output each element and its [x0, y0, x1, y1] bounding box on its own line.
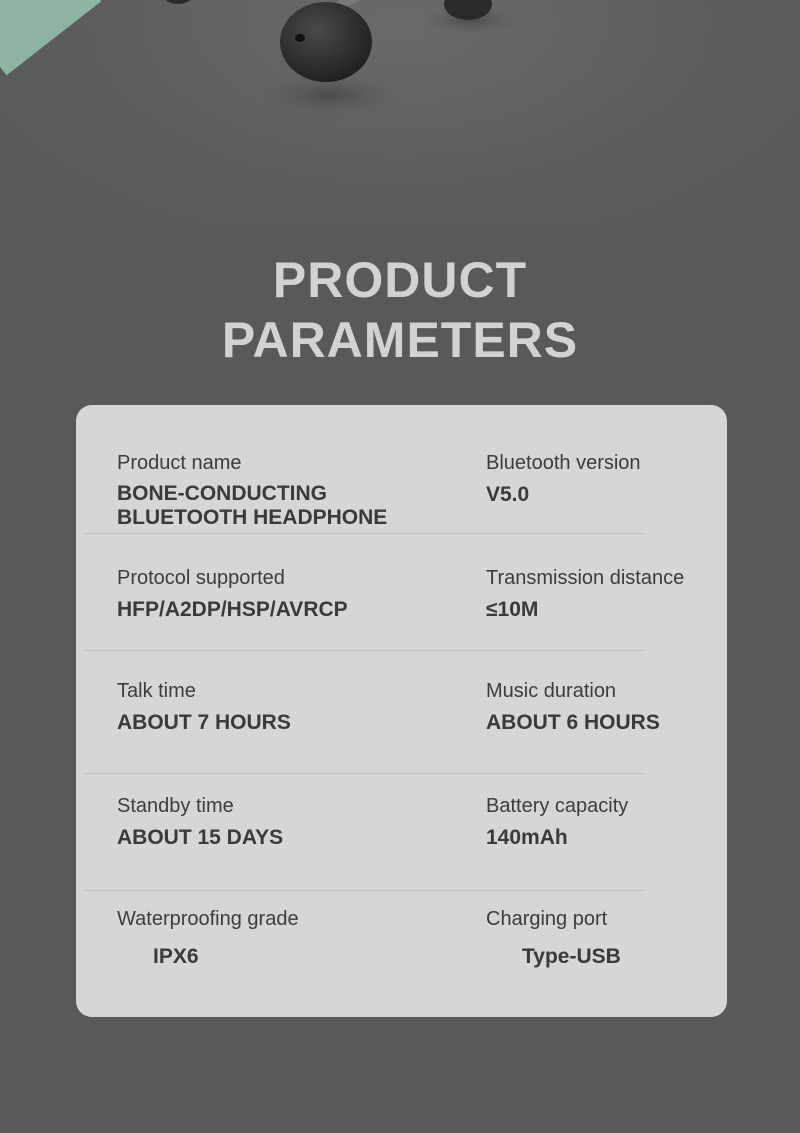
- param-label: Transmission distance: [486, 567, 685, 589]
- param-protocol: [117, 566, 348, 622]
- param-value: 140mAh: [486, 826, 568, 849]
- param-value-line-1: BONE-CONDUCTING: [117, 482, 327, 505]
- param-value: ABOUT 7 HOURS: [117, 711, 291, 734]
- row-divider: [84, 890, 645, 891]
- param-label: Protocol supported: [117, 567, 285, 589]
- hero-product-image: [0, 0, 800, 230]
- row-divider: [84, 773, 645, 774]
- param-product-name: [117, 451, 387, 530]
- param-transmission-distance: [486, 566, 684, 622]
- param-value: ≤10M: [486, 598, 539, 621]
- param-label: Standby time: [117, 795, 234, 817]
- param-label: Music duration: [486, 680, 617, 702]
- param-label: Battery capacity: [486, 795, 629, 817]
- headphone-illustration: [0, 0, 800, 230]
- param-waterproofing: [117, 907, 299, 969]
- param-value: V5.0: [486, 483, 530, 506]
- row-divider: [84, 533, 645, 534]
- param-value: ABOUT 6 HOURS: [486, 711, 660, 734]
- param-talk-time: [117, 679, 291, 735]
- param-music-duration: [486, 679, 660, 735]
- param-value: ABOUT 15 DAYS: [117, 826, 284, 849]
- param-value: Type-USB: [522, 945, 621, 968]
- param-label: Charging port: [486, 908, 608, 930]
- param-value: IPX6: [153, 945, 199, 968]
- param-value-line-2: BLUETOOTH HEADPHONE: [117, 506, 388, 529]
- param-label: Product name: [117, 452, 242, 474]
- param-battery-capacity: [486, 794, 628, 850]
- param-label: Talk time: [117, 680, 196, 702]
- param-standby-time: [117, 794, 283, 850]
- row-divider: [84, 650, 645, 651]
- param-charging-port: [486, 907, 621, 969]
- page-title-line-2: PARAMETERS: [221, 312, 579, 368]
- param-value: HFP/A2DP/HSP/AVRCP: [117, 598, 348, 621]
- param-bluetooth-version: [486, 451, 641, 507]
- page-title-line-1: PRODUCT: [272, 252, 528, 308]
- param-label: Bluetooth version: [486, 452, 641, 474]
- parameters-card: [76, 405, 727, 1017]
- param-label: Waterproofing grade: [117, 908, 299, 930]
